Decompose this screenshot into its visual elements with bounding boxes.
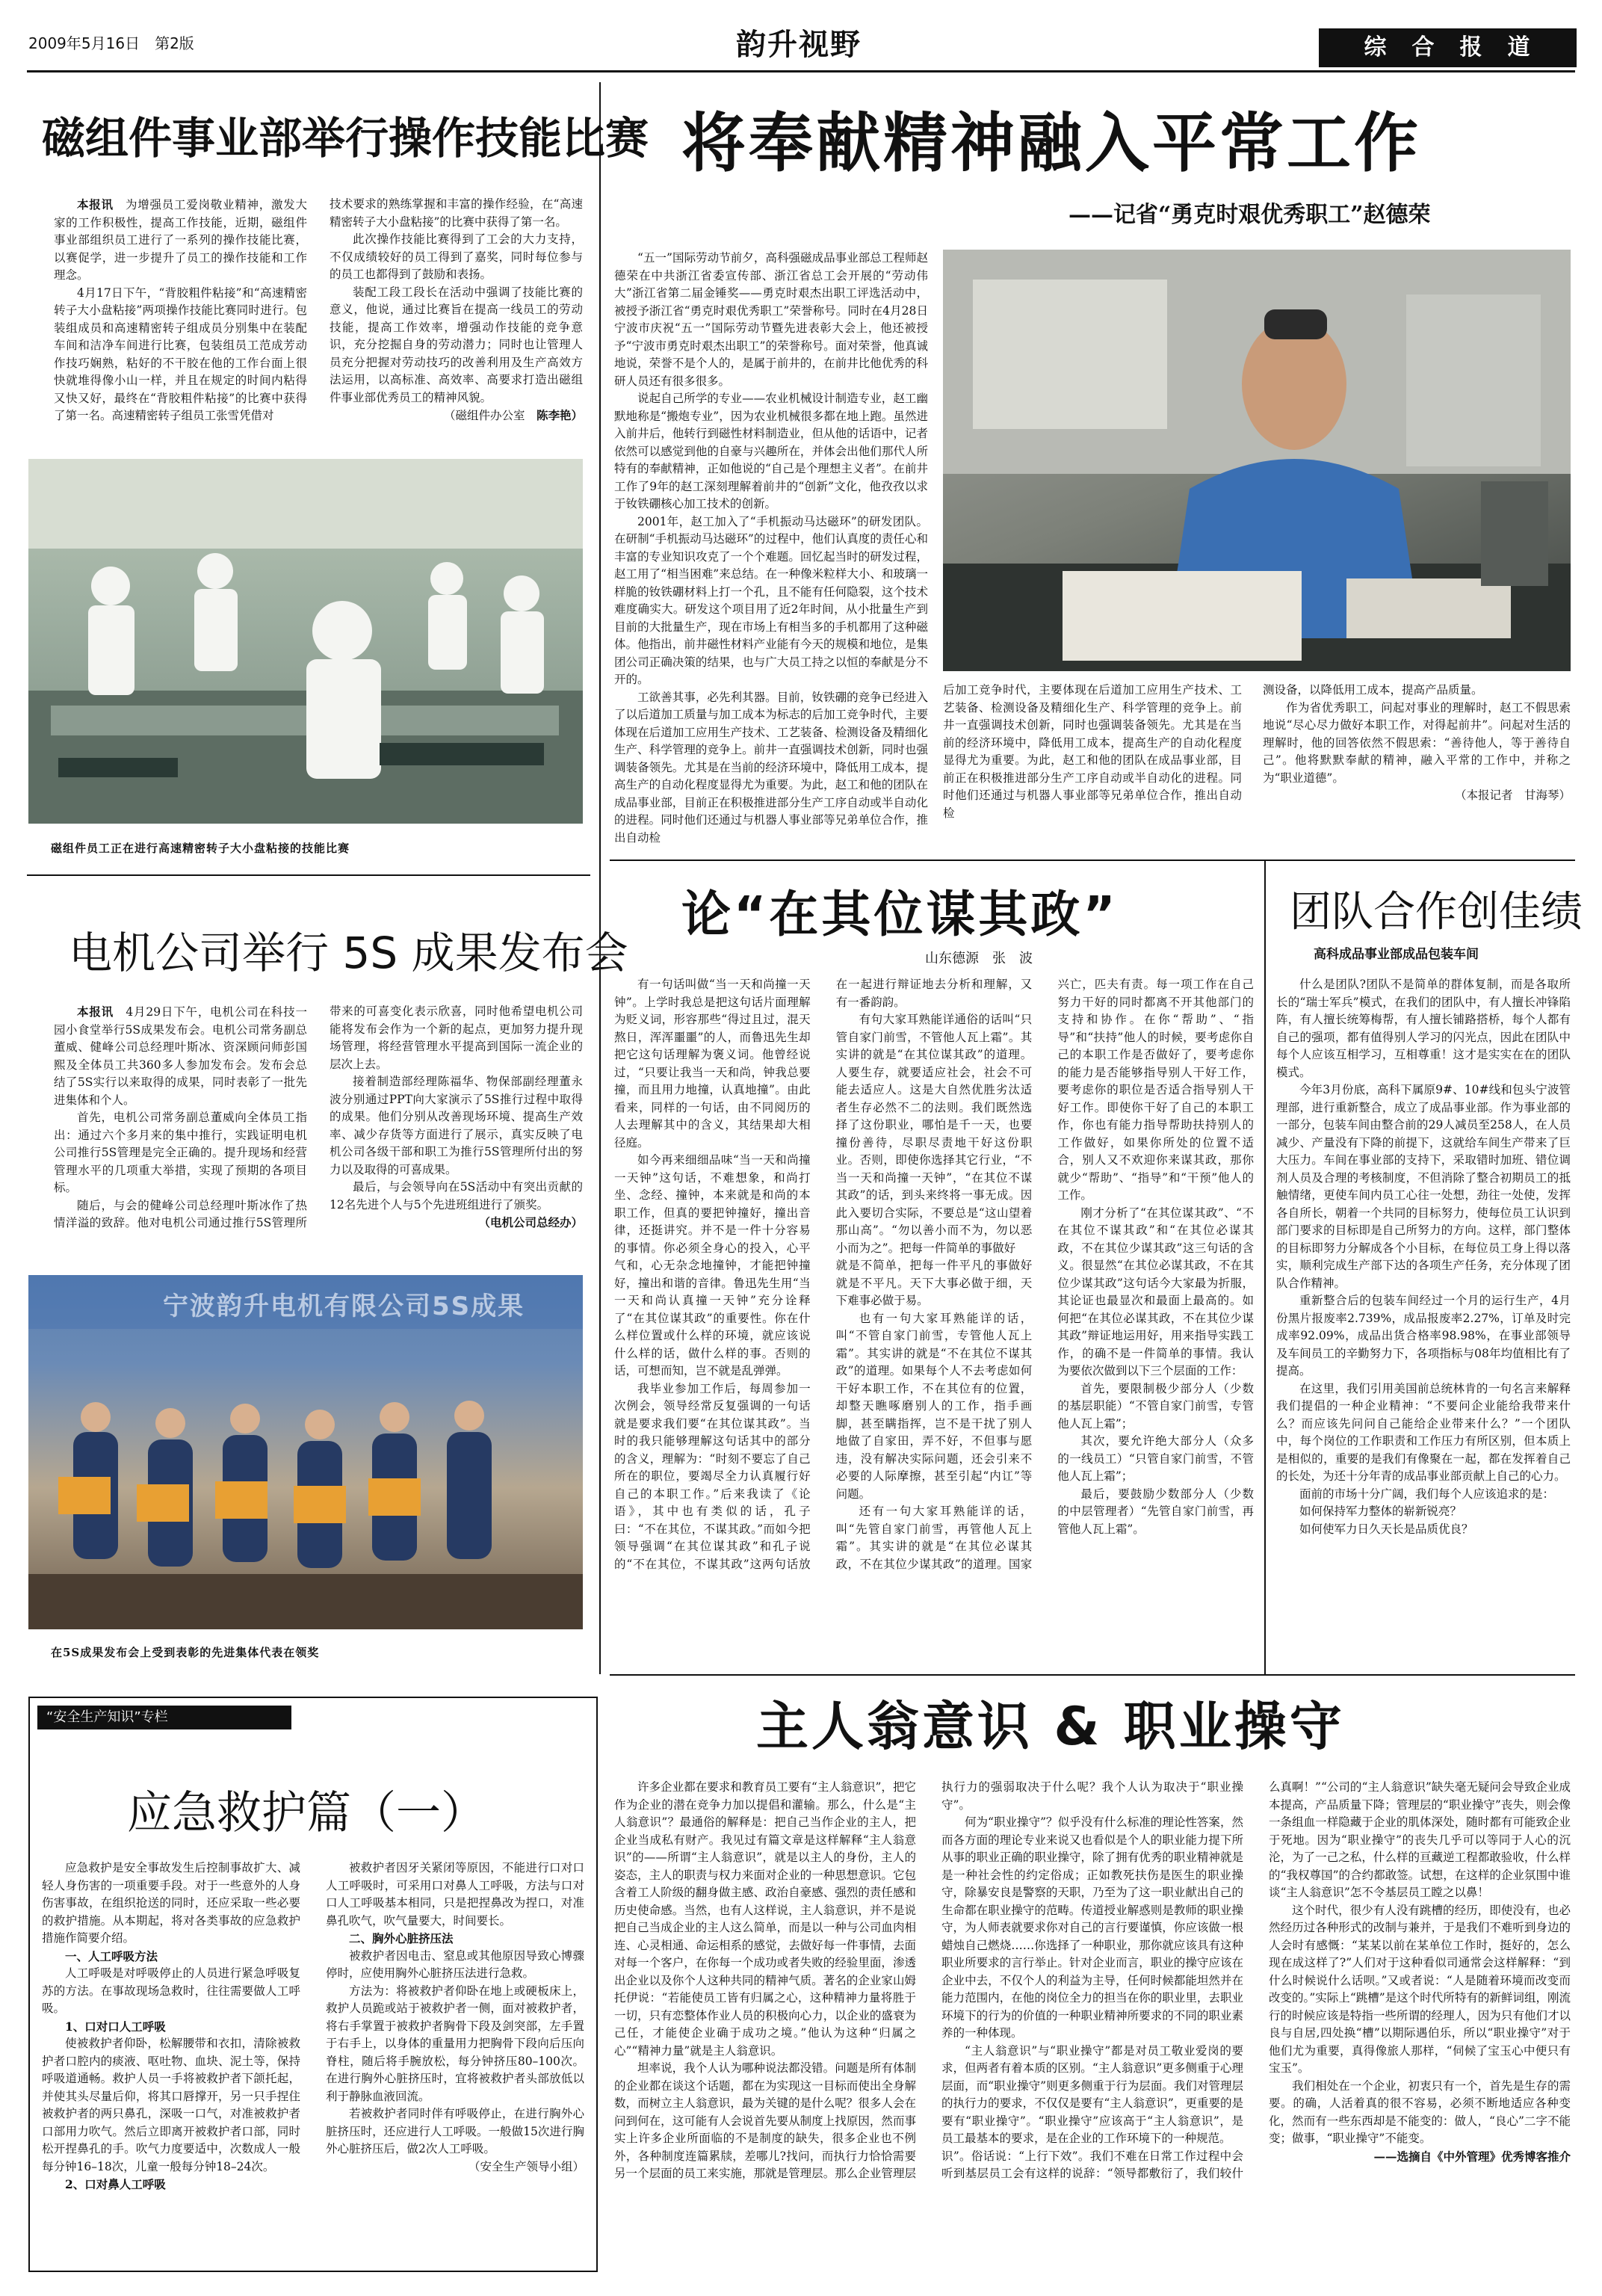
a2-col2: 后加工竞争时代，主要体现在后道加工应用生产技术、工艺装备、检测设备及精细化生产、科学管理的竞争上。前井一直强调技术创新，同时也强调装备领先。尤其是在当前的经济环境中，降低用工成本，提高生产的自动化程度显得尤为重要。为此，赵工和他的团队在成品事业部，目前正在积极推进部分生产工序自动或半自动化的进程。同时他们还通过与机器人事业部等兄弟单位合作，推出自动检 <box>943 683 1242 820</box>
a4-p2: 如今再来细细品味“当一天和尚撞一天钟”这句话，不难想象，和尚打坐、念经、撞钟，本来就是和尚的本职工作，但真的要把钟撞好，撞出音律，还挺讲究。并不是一件十分容易的事情。你必须全身心的投入，心平气和，心无杂念地撞钟，才能把钟撞好，撞出和谐的音律。鲁迅先生用“当一天和尚认真撞一天钟”充分诠释了“在其位谋其政”的重要性。你在什么样位置或什么样的环境，就应该说什么样的话，做什么样的事。否则的话，可想而知，岂不就是乱弹弹。 <box>614 1153 811 1377</box>
a2-subtitle: ——记省“勇克时艰优秀职工”赵德荣 <box>1068 202 1431 228</box>
a5-byline: 高科成品事业部成品包装车间 <box>1314 947 1479 962</box>
a7-byline: ——选摘自《中外管理》优秀博客推介 <box>1373 2149 1571 2164</box>
a6-p2: 人工呼吸是对呼吸停止的人员进行紧急呼吸复苏的方法。在事故现场急救时，往往需要做人工呼吸。 <box>42 1966 300 2015</box>
masthead-rule <box>27 70 1575 72</box>
a3-p1: 4月29日下午，电机公司在科技一园小食堂举行5S成果发布会。电机公司常务副总董威、健峰公司总经理叶斯冰、资深顾问师彭国熙及全体员工共360多人参加发布会。发布会总结了5S实行以来取得的成果，同时表彰了一批先进集体和个人。 <box>54 1005 307 1107</box>
a2-p2: 说起自己所学的专业——农业机械设计制造专业，赵工幽默地称是“搬炮专业”，因为农业机械很多都在地上跑。虽然进入前井后，他转行到磁性材料制造业，但从他的话语中，记者依然可以感觉到他的自豪与兴趣所在，并体会出他们那代人所特有的奉献精神，正如他说的“自己是个理想主义者”。在前井工作了9年的赵工深刻理解着前井的“创新”文化，他孜孜以求于钕铁硼核心加工技术的创新。 <box>614 392 928 510</box>
a7-p1: 许多企业都在要求和教育员工要有“主人翁意识”，把它作为企业的潜在竞争力加以提倡和灌输。那么，什么是“主人翁意识”？最通俗的解释是：把自己当作企业的主人，把企业当成私有财产。我见过有篇文章是这样解释“主人翁意识”的——所谓“主人翁意识”，就是以主人的身份，主人的姿态，主人的职责与权力来面对企业的一种思想意识。它包含着工人阶级的翻身做主感、政治自豪感、强烈的责任感和历史使命感。当然，也有人这样说，主人翁意识，并不是说把自己当成企业的主人这么简单，而是以一种与公司血肉相连、心灵相通、命运相系的感觉，去做好每一件事情，去面对每一个客户，在你每一个成功或者失败的经验里面，渗透出企业以及你个人这种共同的精神气质。著名的企业家山姆托伊说：“若能使员工皆有归属之心，这种精神力量将胜于一切，只有恋整体作业人员的积极向心力，以企业的盛衰为己任，才能使企业确于成功之境。”他认为这种“归属之心”“精神力量”就是主人翁意识。 <box>614 1780 916 2058</box>
a6-p3: 使被救护者仰卧，松解腰带和衣扣，清除被救护者口腔内的痰液、呕吐物、血块、泥土等，保持呼吸道通畅。救护人员一手将被救护者下颌托起，并使其头尽量后仰，将其口唇撑开，另一只手捏住被救护者的两只鼻孔，深吸一口气，对准被救护者口部用力吹气。然后立即离开被救护者口部，同时松开捏鼻孔的手。吹气力度要适中，次数成人一般每分钟16–18次，儿童一般每分钟18–24次。 <box>42 2037 300 2173</box>
a4-body <box>614 976 1254 1656</box>
a4-title: 论“在其位谋其政” <box>681 886 1119 943</box>
a5-p3: 重新整合后的包装车间经过一个月的运行生产，4月份黑片报废率2.739%，成品报废率2.27%，订单及时完成率92.09%，成品出货合格率98.98%，在事业部领导及车间员工的辛勤努力下，各项指标与08年均值相比有了提高。 <box>1276 1294 1571 1377</box>
a1-caption: 磁组件员工正在进行高速精密转子大小盘粘接的技能比赛 <box>51 842 350 855</box>
a1-photo-workshop <box>28 459 583 824</box>
a4-p4: 有句大家耳熟能详通俗的话叫“只管自家门前雪，不管他人瓦上霜”。其实讲的就是“在其位谋其政”的道理。人要生存，就要适应社会，社会不可能去适应人。这是大自然优胜劣汰适者生存必然不二的法则。我们既然选择了这份职业，哪怕是千一天，也要撞份善待，尽职尽责地干好这份职业。否则，即使你选择其它行业，“不当一天和尚撞一天钟”，“在其位不谋其政”的话，到头来终将一事无成。因此入要切合实际，不要总是“这山望着那山高”。“勿以善小而不为，勿以恶小而为之”。把每一件简单的事做好 <box>835 1013 1033 1255</box>
a3-title: 电机公司举行 5S 成果发布会 <box>69 928 628 978</box>
a4-p10: 其次，要允许绝大部分人（众多的一线员工）“只管自家门前雪，不管他人瓦上霜”； <box>1057 1434 1254 1483</box>
a7-p4: “主人翁意识”与“职业操守”都是对员工敬业爱岗的要求，但两者有着本质的区别。“主人翁意识”更多侧重于心理层面，而“职业操守”则更多侧重于行为层面。我们对管理层的执行力的要求，不仅仅是要有“主人翁意识”，更重要的是要有“职业操守”。“职业操守”应该高于“主人翁意识”，是员工最基本的要求，是在企业的工作环境下的一种规范。 <box>941 2043 1243 2145</box>
a3-byline: （电机公司总经办） <box>478 1215 583 1229</box>
a2-col3 <box>1263 682 1571 824</box>
a2-p5: 测设备，以降低用工成本，提高产品质量。 <box>1263 683 1483 697</box>
a7-body <box>614 1779 1571 2272</box>
a6-column-tag: “安全生产知识”专栏 <box>37 1706 291 1729</box>
a2-photo-engineer <box>943 250 1571 671</box>
a3-caption: 在5S成果发布会上受到表彰的先进集体代表在领奖 <box>51 1646 320 1659</box>
a4-p3: 我毕业参加工作后，每周参加一次例会，领导经常反复强调的一句话就是要求我们要“在其位谋其政”。当时的我只能够理解这句话其中的部分的含义，理解为：“时刻不要忘了自己所在的职位，要竭尽全力认真履行好自己的本职工作。”后来我读了《论语》，其中也有类似的话，孔子曰：“不在其位，不谋其政。”而如今把领导强调“在其位谋其政”和孔子说的“不在其位，不谋其政”这两句话放在一起进行辩证地去分析和理解，又有一番韵韵。 <box>614 978 1033 1571</box>
a4-p5: 就是不简单，把每一件平凡的事做好就是不平凡。天下大事必做于细，天下难事必做于易。 <box>835 1259 1033 1307</box>
a6-h2: 1、口对口人工呼吸 <box>65 2019 166 2034</box>
a1-body1: 为增强员工爱岗敬业精神，激发大家的工作积极性，提高工作技能，近期，磁组件事业部组织员工进行了一系列的操作技能比赛，以赛促学，进一步提升了员工的操作技能和工作理念。 <box>54 198 307 282</box>
divider-a2-a4 <box>610 860 1575 861</box>
a2-col1 <box>614 250 928 845</box>
a4-p8: 刚才分析了“在其位谋其政”、“不在其位不谋其政”和“在其位必谋其政，不在其位少谋其政”这三句话的含义。很显然“在其位必谋其政，不在其位少谋其政”这句话今大家最为折服，其论证也最显次和最面上最高的。如何把“在其位必谋其政，不在其位少谋其政”辩证地运用好，用来指导实践工作，的确不是一件简单的事情。我认为要依次做到以下三个层面的工作： <box>1057 1206 1254 1377</box>
a4-p9: 首先，要限制极少部分人（少数的基层职能）“不管自家门前雪，专管他人瓦上霜”； <box>1057 1381 1254 1431</box>
a7-p2: 坦率说，我个人认为哪种说法都没错。问题是所有体制的企业都在谈这个话题，都在为实现这一目标而使出全身解数，而树立主人翁意识，最为关键的是什么呢？很多人会在问到何在，这可能有人会说首先要从制度上找原因，然而事实上许多企业所面临的不是制度的缺失，很多企业也不例外，各种制度连篇累牍，差哪儿?找问，而执行力恰恰需要另一个层面的员工来实施，那就是管理层。那么企业管理层执行力的强弱取决于什么呢？我个人认为取决于“职业操守”。 <box>614 1780 1243 2180</box>
a6-h1: 一、人工呼吸方法 <box>65 1948 158 1963</box>
a6-h3: 2、口对鼻人工呼吸 <box>65 2177 166 2191</box>
a4-p11: 最后，要鼓励少数部分人（少数的中层管理者）“先管自家门前雪，再管他人瓦上霜”。 <box>1057 1487 1254 1536</box>
a1-body4: 此次操作技能比赛得到了工会的大力支持，不仅成绩较好的员工得到了嘉奖，同时每位参与的员工也都得到了鼓励和表扬。 <box>330 232 583 281</box>
column-divider-upper <box>599 82 601 1674</box>
a3-photo-award <box>28 1275 583 1629</box>
a1-byline-name: 陈李艳） <box>536 408 583 422</box>
a6-title: 应急救护篇（一） <box>127 1787 486 1839</box>
masthead-section-banner: 综 合 报 道 <box>1319 28 1577 67</box>
a5-p1: 什么是团队?团队不是简单的群体复制，而是各取所长的“瑞士军兵”模式，在我们的团队中，有人擅长冲锋陷阵，有人擅长统筹梅帮，有人擅长铺路搭桥，每个人都有自己的强项，都有值得别人学习的闪光点，因此在团队中每个人应该互相学习，互相尊重！这才是实实在在的团队模式。 <box>1276 978 1571 1079</box>
divider-upper-lower <box>610 1674 1575 1676</box>
column-divider-a4-a5 <box>1264 860 1266 1674</box>
a4-byline: 山东德源 张 波 <box>925 951 1033 966</box>
a1-body <box>54 196 583 450</box>
a3-photo-banner: 宁波韵升电机有限公司5S成果 <box>163 1292 525 1321</box>
masthead-paper-name: 韵升视野 <box>736 28 862 62</box>
divider-a1-a3 <box>27 874 590 876</box>
a7-p5: 识”。俗话说：“上行下效”。我们不难在日常工作过程中会听到基层员工会有这样的说辞：“领导都敷衍了，我们较什么真啊！”“公司的“主人翁意识”缺失毫无疑问会导致企业成本提高，产品质量下降；管理层的“职业操守”丧失，则会像一条组血一样隐藏于企业的肌体深处，随时都有可能致企业于死地。因为“职业操守”的丧失几乎可以等同于人心的沉沦，为了一己之私，什么样的亘藏逆工程都敢验收，什么样的“我权尊国”的合约都敢签。试想，在这样的企业氛围中谁谈“主人翁意识”怎不令基层员工瞠之以鼻！ <box>941 1780 1571 2180</box>
a6-p6: 方法为：将被救护者仰卧在地上或硬板床上，救护人员跪或站于被救护者一侧，面对被救护者，将右手掌置于被救护者胸骨下段及剑突部，左手置于右手上，以身体的重量用力把胸骨下段向后压向脊柱，随后将手腕放松，每分钟挤压80–100次。在进行胸外心脏挤压时，宜将被救护者头部放低以利于静脉血液回流。 <box>326 1984 584 2103</box>
a3-p5: 最后，与会领导向在5S活动中有突出贡献的12名先进个人与5个先进班组进行了颁奖。 <box>330 1180 583 1212</box>
a7-p7: 我们相处在一个企业，初衷只有一个，首先是生存的需要。的确，人活着真的很不容易，必须不断地适应各种变化，然而有一些东西却是不能变的：做人，“良心”二字不能变；做事，“职业操守”不能变。 <box>1269 2079 1571 2145</box>
a7-p3: 何为“职业操守”？似乎没有什么标准的理论性答案，然而各方面的理论专业来说又也看似是个人的职业能力提下所从事的职业正确的职业操守，除了拥有优秀的职业精神就是是一种社会性的约定俗成；正如教死扶伤是医生的职业操守，除暴安良是警察的天职，乃至为了这一职业献出自己的生命都在职业操守的范畴。传道授业解惑则是教师的职业操守，为人师表就要求你对自己的言行要谨慎，你应该做一根蜡烛自己燃烧……你选择了一种职业，那你就应该具有这种职业所要求的言行举止。针对企业而言，职业的操守应该在企业中去，不仅个人的利益为主导，任何时候都能坦然并在能力范围内，在他的岗位全力的担当在你的职业里，去职业环境下的行为的价值的一种职业精神所要求的不同的职业素养的一种体现。 <box>941 1815 1243 2040</box>
a5-p4: 在这里，我们引用美国前总统林肯的一句名言来解释我们提倡的一种企业精神：“不要问企业能给我带来什么？而应该先问问自己能给企业带来什么？”一个团队中，每个岗位的工作职责和工作压力有所区别，但本质上是相似的，重要的是我们有像聚在一起，都在发挥着自己的长处，为还十分年青的成品事业部贡献上自己的心力。 <box>1276 1381 1571 1483</box>
a5-p7: 如何使军力日久天长是品质优良？ <box>1299 1522 1473 1536</box>
a7-p6: 这个时代，很少有人没有跳槽的经历，即使没有，也必然经历过各种形式的改制与兼并，于是我们不难听到身边的人会时有感慨：“某某以前在某单位工作时，挺好的，怎么现在成这样了?”人们对于这种看似司通常会这样解释：“到什么时候说什么话呗。”又或者说：“人是随着环境而改变而改变的。”实际上“跳槽”是这个时代所特有的新鲜词组，刚流行的时候应该是特指一些所谓的经理人，因为只有他们才以良与自居,四处换“槽”以期际遇伯乐，所以“职业操守”对于他们尤为重要，真得像旅人那样，“伺候了宝玉心中便只有宝玉”。 <box>1269 1903 1571 2075</box>
masthead-date: 2009年5月16日 第2版 <box>28 34 194 52</box>
a4-p1: 有一句话叫做“当一天和尚撞一天钟”。上学时我总是把这句话片面理解为贬义词，形容那些“得过且过，混天熬日，浑浑噩噩”的人，而鲁迅先生却把它这句话理解为褒义词。他曾经说过，“只要让我当一天和尚，钟我总要撞，而且用力地撞，认真地撞”。由此看来，同样的一句话，由不同阅历的人去理解其中的含义，其结果却大相径庭。 <box>614 978 811 1149</box>
a2-p1: “五一”国际劳动节前夕，高科强磁成品事业部总工程师赵德荣在中共浙江省委宣传部、浙江省总工会开展的“劳动伟大”浙江省第二届金锤奖——勇克时艰杰出职工评选活动中，被授予浙江省“勇克时艰优秀职工”荣誉称号。同时在4月28日宁波市庆祝“五一”国际劳动节暨先进表彰大会上，他还被授予“宁波市勇克时艰杰出职工”的荣誉称号。面对荣誉，他真诚地说，荣誉不是个人的，是属于前井的，在前井比他优秀的科研人员还有很多很多。 <box>614 251 928 388</box>
a5-p5: 面前的市场十分广阔，我们每个人应该追求的是： <box>1299 1487 1555 1501</box>
a2-p6: 作为省优秀职工，问起对事业的理解时，赵工不假思索地说“尽心尽力做好本职工作，对得起前井”。问起对生活的理解时，他的回答依然不假思索：“善待他人，等于善待自己”。他将默默奉献的精神，融入平常的工作中，并称之为“职业道德”。 <box>1263 700 1571 785</box>
a7-title: 主人翁意识 & 职业操守 <box>756 1696 1345 1757</box>
a5-p6: 如何保持军力整体的崭新锐亮？ <box>1299 1505 1462 1518</box>
a5-p2: 今年3月份底，高科下属原9#、10#线和包头宁波管理部，进行重新整合，成立了成品事业部。作为事业部的一部分，包装车间由整合前的29人减员至258人，在人员减少、产量没有下降的前提下，这就给车间生产带来了巨大压力。车间在事业部的支持下，采取错时加班、错位调剂人员及合理的考核制度，不但消除了整合初期员工的抵触情绪，更使车间内员工心往一处想，劲往一处使，发挥各自所长，朝着一个共同的目标努力，使每位员工认识到部门要求的目标即是自己所努力的方向。这样，部门整体的目标即努力分解成各个小目标，在每位员工身上得以落实，顺利完成生产部下达的各项生产任务，充分体现了团队合作精神。 <box>1276 1083 1571 1290</box>
a2-byline: （本报记者 甘海琴） <box>1454 789 1571 802</box>
a6-h4: 二、胸外心脏挤压法 <box>349 1931 454 1945</box>
a2-title: 将奉献精神融入平常工作 <box>681 106 1421 181</box>
a1-lead: 本报讯 <box>77 197 114 212</box>
a2-p4: 工欲善其事，必先利其器。目前，钕铁硼的竞争已经进入了以后道加工质量与加工成本为标志的后加工竞争时代，主要体现在后道加工应用生产技术、工艺装备、检测设备及精细化生产、科学管理的竞争上。前井一直强调技术创新，同时也强调装备领先。尤其是在当前的经济环境中，降低用工成本，提高生产的自动化程度显得尤为重要。为此，赵工和他的团队在成品事业部，目前正在积极推进部分生产工序自动或半自动化的进程。同时他们还通过与机器人事业部等兄弟单位合作，推出自动检 <box>614 690 928 845</box>
a6-p5: 被救护者因电击、窒息或其他原因导致心博骤停时，应使用胸外心脏挤压法进行急救。 <box>326 1948 584 1980</box>
a6-p7: 若被救护者同时伴有呼吸停止，在进行胸外心脏挤压时，还应进行人工呼吸。一般做15次进行胸外心脏挤压后，做2次人工呼吸。 <box>326 2107 584 2155</box>
a1-body3: 技术要求的熟练掌握和丰富的操作经验，在“高速精密转子大小盘粘接”的比赛中获得了第一名。 <box>330 197 583 229</box>
a2-p3: 2001年，赵工加入了“手机振动马达磁环”的研发团队。在研制“手机振动马达磁环”的过程中，他们认真度的责任心和丰富的专业知识攻克了一个个难题。回忆起当时的研发过程，赵工用了“相当困难”来总结。在一种像米粒样大小、和玻璃一样脆的钕铁硼材料上打一个孔，且不能有任何隐裂，这个技术难度确实大。研发这个项目用了近2年时间，从小批量生产到目前的大批量生产，现在市场上有相当多的手机都用了这种磁体。他指出，前井磁性材料产业能有今天的规模和地位，是集团公司正确决策的结果，也与广大员工持之以恒的奉献是分不开的。 <box>614 514 928 686</box>
a3-p3: 随后，与会的健峰公司总经理叶斯冰作了热情洋溢的致辞。他对电机公司通过推行5S管理所带来的可喜变化表示欣喜，同时他希望电机公司能将发布会作为一个新的起点，更加努力提升现场管理，将经营管理水平提高到国际一流企业的层次上去。 <box>54 1004 583 1229</box>
a4-p7: 还有一句大家耳熟能详的话，叫“先管自家门前雪，再管他人瓦上霜”。其实讲的就是“在其位必谋其政，不在其位少谋其政”的道理。国家兴亡，匹夫有责。每一项工作在自己努力干好的同时都离不开其他部门的支持和协作。在你“帮助”、“指导”和“扶持”他人的时候，要考虑你自己的本职工作是否做好了，要考虑你的能力是否能够指导别人干好工作，要考虑你的职位是否适合指导别人干好工作。即使你干好了自己的本职工作，你也有能力指导帮助扶持别人的工作做好，如果你所处的位置不适合，别人又不欢迎你来谋其政，那你就少“帮助”、“指导”和“干预”他人的工作。 <box>835 978 1254 1571</box>
a5-body <box>1276 976 1571 1656</box>
a3-p2: 首先，电机公司常务副总董威向全体员工指出：通过六个多月来的集中推行，实践证明电机公司推行5S管理是完全正确的。提升现场和经营管理水平的几项重大举措，实现了预期的各项目标。 <box>54 1111 307 1194</box>
a6-p1: 应急救护是安全事故发生后控制事故扩大、减轻人身伤害的一项重要手段。对于一些意外的人身伤害事故，在组织抢送的同时，还应采取一些必要的救护措施。从本期起，将对各类事故的应急救护措施作简要介绍。 <box>42 1861 300 1945</box>
a1-title: 磁组件事业部举行操作技能比赛 <box>42 113 649 164</box>
a1-byline-org: （磁组件办公室 <box>443 409 525 422</box>
a6-byline: （安全生产领导小组） <box>468 2159 584 2173</box>
a3-p4: 接着制造部经理陈福华、物保部副经理董永波分别通过PPT向大家演示了5S推行过程中取得的成果。他们分别从改善现场环境、提高生产效率、减少存货等方面进行了展示，真实反映了电机公司各级干部和职工为推行5S管理所付出的努力以及取得的可喜成果。 <box>330 1075 583 1176</box>
a5-title: 团队合作创佳绩 <box>1290 888 1583 936</box>
a1-body2: 4月17日下午，“背胶粗件粘接”和“高速精密转子大小盘粘接”两项操作技能比赛同时进行。包装组成员和高速精密转子组成员分别集中在装配车间和洁净车间进行比赛，包装组员工范成芳动作技巧娴熟，粘好的不干胶在他的工作台面上很快就堆得像小山一样，并且在规定的时间内粘得又快又好，最终在“背胶粗件粘接”的比赛中获得了第一名。高速精密转子组员工张雪凭借对 <box>54 286 307 422</box>
a1-body5: 装配工段工段长在活动中强调了技能比赛的意义，他说，通过比赛旨在提高一线员工的劳动技能，提高工作效率，增强动作技能的竞争意识，充分挖掘自身的劳动潜力；同时也让管理人员充分把握对劳动技巧的改善利用及生产高效方法运用，以高标准、高效率、高要求打造出磁组件事业部优秀员工的精神风貌。 <box>330 285 583 404</box>
a3-lead: 本报讯 <box>77 1004 114 1019</box>
a3-body <box>54 1003 583 1263</box>
a6-body <box>42 1860 584 2256</box>
a6-p4: 被救护者因牙关紧闭等原因，不能进行口对口人工呼吸时，可采用口对鼻人工呼吸，方法与口对口人工呼吸基本相同，只是把捏鼻改为捏口，对准鼻孔吹气，吹气量要大，时间要长。 <box>326 1861 584 1928</box>
a4-p6: 也有一句大家耳熟能详的话，叫“不管自家门前雪，专管他人瓦上霜”。其实讲的就是“不在其位不谋其政”的道理。如果每个人不去考虑如何干好本职工作，不在其位有的位置，却整天瞧啄磨别人的工作，指手画脚，甚至瞒指挥，岂不是干扰了别人地做了自家田，弄不好，不但事与愿违，没有解决实际问题，还会引来不必要的人际摩擦，甚至引起“内讧”等问题。 <box>835 1311 1033 1501</box>
